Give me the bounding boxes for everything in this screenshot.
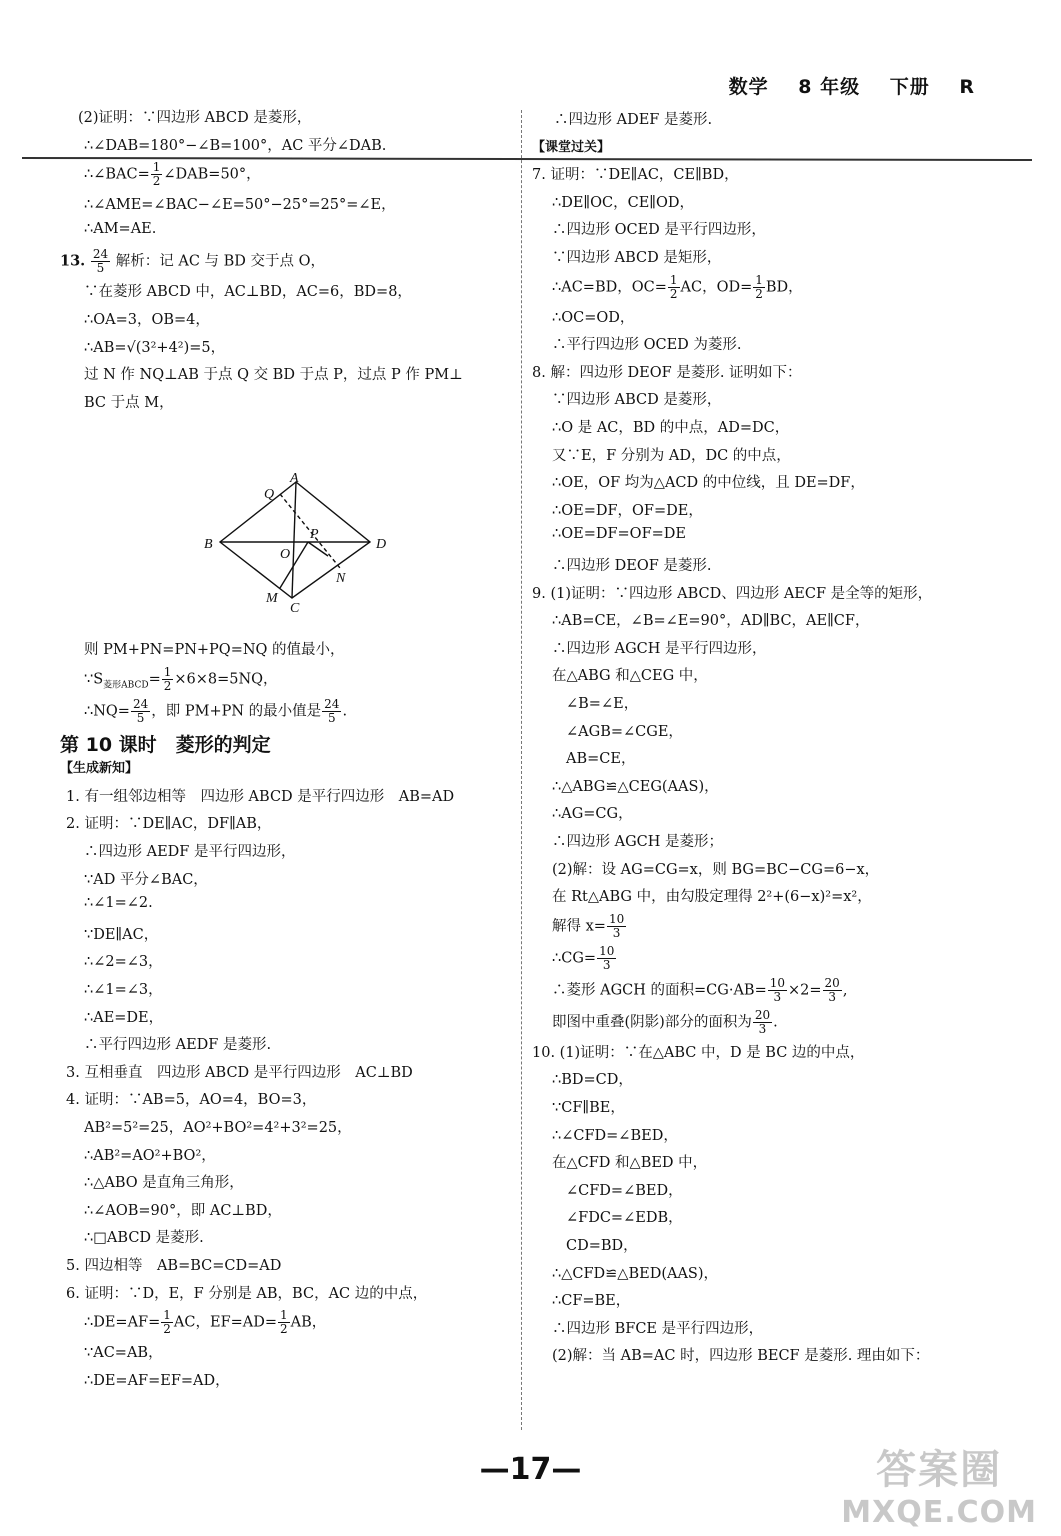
- label-c: C: [290, 601, 300, 616]
- fraction-den: 3: [602, 957, 611, 972]
- text-line: ∴∠CFD=∠BED，: [552, 1127, 678, 1144]
- text-line: 2. 证明：∵DE∥AC，DF∥AB，: [66, 816, 272, 833]
- text-line: (2)证明：∵四边形 ABCD 是菱形，: [78, 110, 312, 126]
- text-line: ∠B=∠E，: [566, 696, 639, 712]
- text-line: ∴四边形 AGCH 是平行四边形，: [552, 640, 767, 657]
- label-m: M: [266, 591, 278, 606]
- header-rule: [22, 157, 1032, 161]
- label-p: P: [310, 527, 319, 542]
- text-line: ∴AM=AE.: [84, 220, 157, 237]
- text-line: ∴OA=3，OB=4，: [84, 312, 210, 328]
- fraction-num: 20: [824, 975, 840, 990]
- fraction: [668, 274, 680, 301]
- watermark-line2: MXQE.COM: [841, 1495, 1037, 1530]
- fraction: [753, 274, 765, 301]
- text-line: ∵四边形 ABCD 是矩形，: [552, 250, 722, 266]
- text-line: ∴AE=DE，: [84, 1009, 164, 1026]
- text-line: ∵四边形 ABCD 是菱形，: [552, 392, 722, 409]
- text-line: ∴CF=BE，: [552, 1293, 631, 1310]
- fraction-num: 24: [132, 696, 149, 711]
- text-line: ∴四边形 BFCE 是平行四边形，: [552, 1320, 764, 1337]
- text-line: ∴OE=DF，OF=DE，: [552, 502, 703, 519]
- fraction-den: 2: [152, 174, 161, 189]
- text-line: [84, 1309, 326, 1336]
- fraction: [91, 248, 110, 275]
- header-grade: 8 年级: [798, 76, 861, 98]
- fraction: [597, 945, 616, 972]
- text-line: ∴△ABO 是直角三角形，: [84, 1175, 244, 1192]
- text-line: (2)解：设 AG=CG=x，则 BG=BC−CG=6−x，: [552, 861, 880, 878]
- fraction-den: 2: [755, 286, 763, 301]
- fraction-num: 10: [608, 911, 625, 926]
- text-span: ∴CG=: [552, 950, 597, 967]
- text-line: (2)解：当 AB=AC 时，四边形 BECF 是菱形. 理由如下：: [552, 1348, 930, 1365]
- column-divider: [521, 110, 522, 1430]
- label-n: N: [336, 571, 346, 586]
- text-line: ∵AC=AB，: [84, 1345, 163, 1362]
- fraction-num: 1: [163, 664, 172, 679]
- fraction-den: 3: [758, 1021, 767, 1036]
- fraction-num: 10: [769, 975, 786, 990]
- fraction: [161, 1309, 173, 1336]
- fraction-den: 5: [96, 261, 105, 276]
- text-line: [552, 945, 617, 972]
- text-line: 3. 互相垂直 四边形 ABCD 是平行四边形 AC⊥BD: [66, 1064, 413, 1081]
- text-line: 过 N 作 NQ⊥AB 于点 Q 交 BD 于点 P，过点 P 作 PM⊥: [84, 367, 463, 384]
- fraction-num: 1: [280, 1308, 288, 1323]
- text-line: ∴□ABCD 是菱形.: [84, 1230, 204, 1247]
- fraction: [278, 1309, 290, 1336]
- text-span: AB，: [290, 1314, 327, 1331]
- section-tag: 【课堂过关】: [532, 139, 611, 155]
- fraction-den: 3: [612, 925, 621, 940]
- text-line: ∴∠1=∠2.: [84, 895, 153, 912]
- rhombus-figure: [190, 470, 410, 620]
- text-line: 在△ABG 和△CEG 中，: [552, 668, 708, 685]
- header-subject: 数学: [728, 76, 769, 98]
- fraction-num: 1: [669, 272, 678, 287]
- text-line: ∴O 是 AC，BD 的中点，AD=DC，: [552, 420, 790, 436]
- question-number: 13.: [60, 252, 86, 270]
- text-line: 7. 证明：∵DE∥AC，CE∥BD，: [532, 167, 739, 184]
- page-header: [707, 72, 975, 99]
- fraction: [823, 977, 842, 1004]
- text-line: ∠FDC=∠EDB，: [566, 1210, 683, 1227]
- text-span: AC，OD=: [680, 279, 753, 296]
- fraction-den: 3: [828, 989, 836, 1004]
- text-span: ∵S: [84, 671, 104, 688]
- text-span: ∠DAB=50°，: [163, 166, 261, 183]
- text-line: ∴DE=AF=EF=AD，: [84, 1372, 230, 1389]
- header-volume: 下册: [889, 76, 930, 98]
- text-span: 即图中重叠(阴影)部分的面积为: [552, 1014, 752, 1031]
- text-span: 解得 x=: [552, 918, 606, 935]
- fraction: [607, 913, 626, 940]
- text-line: ∴平行四边形 AEDF 是菱形.: [84, 1037, 272, 1054]
- text-line: ∴四边形 DEOF 是菱形.: [552, 558, 712, 574]
- fraction: [753, 1009, 772, 1036]
- header-edition: R: [959, 76, 975, 98]
- fraction-den: 3: [773, 989, 782, 1004]
- text-span: ，即 PM+PN 的最小值是: [151, 703, 322, 720]
- text-line: ∴∠DAB=180°−∠B=100°，AC 平分∠DAB.: [84, 137, 387, 154]
- text-line: ∴四边形 AGCH 是菱形；: [552, 834, 724, 850]
- fraction-num: 24: [324, 696, 340, 711]
- text-span: ∴DE=AF=: [84, 1314, 161, 1331]
- fraction-den: 2: [669, 286, 678, 301]
- text-span: ×2=: [788, 982, 822, 999]
- text-line: AB²=5²=25，AO²+BO²=4²+3²=25，: [84, 1120, 352, 1136]
- text-line: ∴四边形 ADEF 是菱形.: [554, 112, 713, 128]
- fraction: [131, 698, 150, 725]
- page-number: —17—: [479, 1452, 582, 1487]
- text-line: ∴∠2=∠3，: [84, 954, 163, 971]
- area-subscript: 菱形ABCD: [103, 679, 149, 690]
- text-line: 在 Rt△ABG 中，由勾股定理得 2²+(6−x)²=x²，: [552, 889, 872, 906]
- text-line: 即图中重叠(阴影)部分的面积为 $\frac{20}{3}$ .: [552, 1007, 778, 1036]
- text-line: 又∵E，F 分别为 AD，DC 的中点，: [552, 447, 791, 464]
- label-o: O: [280, 547, 291, 562]
- q13-line: [60, 248, 325, 275]
- text-line: ∴菱形 AGCH 的面积=CG·AB= $\frac{10}{3}$ ×2= $\frac{20}{3}$ ,: [552, 975, 848, 1004]
- text-span: ∴AC=BD，OC=: [552, 279, 667, 296]
- section-title: 第 10 课时 菱形的判定: [60, 733, 271, 756]
- watermark: [841, 1438, 1037, 1530]
- text-span: BD，: [765, 279, 803, 296]
- text-line: 5. 四边相等 AB=BC=CD=AD: [66, 1258, 282, 1274]
- text-line: ∴四边形 OCED 是平行四边形，: [552, 222, 766, 239]
- text-line: 1. 有一组邻边相等 四边形 ABCD 是平行四边形 AB=AD: [66, 788, 455, 805]
- text-line: ∴DE∥OC，CE∥OD，: [552, 194, 695, 211]
- text-line: ∴OE，OF 均为△ACD 的中位线，且 DE=DF，: [552, 475, 865, 492]
- fraction: [151, 161, 163, 188]
- text-line: [84, 161, 261, 188]
- text-line: ∴△ABG≌△CEG(AAS)，: [552, 778, 719, 795]
- text-span: ×6×8=5NQ，: [174, 671, 278, 688]
- watermark-line1: 答案圈: [876, 1447, 1003, 1493]
- fraction-num: 20: [754, 1007, 771, 1022]
- diagonal-ac: [292, 482, 296, 598]
- fraction: [162, 666, 174, 693]
- text-line: 4. 证明：∵AB=5，AO=4，BO=3，: [66, 1092, 317, 1109]
- text-line: 9. (1)证明：∵四边形 ABCD、四边形 AECF 是全等的矩形，: [532, 585, 933, 602]
- fraction-num: 1: [163, 1308, 171, 1323]
- fraction-den: 2: [280, 1322, 288, 1337]
- label-d: D: [376, 537, 387, 552]
- text-line: ∴AB²=AO²+BO²，: [84, 1147, 216, 1164]
- text-span: 解析：记 AC 与 BD 交于点 O，: [115, 253, 326, 270]
- text-line: 则 PM+PN=PN+PQ=NQ 的值最小，: [84, 642, 345, 658]
- text-line: ∴OC=OD，: [552, 309, 635, 326]
- fraction-num: 24: [92, 247, 109, 262]
- text-span: ∴NQ=: [84, 703, 130, 720]
- text-line: [552, 274, 803, 301]
- text-line: ∴AG=CG，: [552, 806, 633, 823]
- fraction-den: 5: [327, 710, 336, 725]
- text-line: ∠AGB=∠CGE，: [566, 723, 683, 740]
- text-line: ∠CFD=∠BED，: [566, 1182, 683, 1199]
- text-line: ∴OE=DF=OF=DE: [552, 526, 686, 543]
- text-line: 8. 解：四边形 DEOF 是菱形. 证明如下：: [532, 364, 802, 381]
- text-line: ∴平行四边形 OCED 为菱形.: [552, 337, 742, 354]
- label-b: B: [204, 537, 213, 552]
- fraction-den: 2: [163, 1322, 171, 1337]
- text-line: ∴AB=CE，∠B=∠E=90°，AD∥BC，AE∥CF，: [552, 613, 870, 630]
- fraction-den: 2: [163, 678, 172, 693]
- fraction: [322, 698, 341, 725]
- text-line: ∵在菱形 ABCD 中，AC⊥BD，AC=6，BD=8，: [84, 284, 412, 301]
- fraction-den: 5: [136, 710, 145, 725]
- text-span: AC，EF=AD=: [173, 1314, 278, 1331]
- text-line: ∵AD 平分∠BAC，: [84, 871, 208, 888]
- text-line: 10. (1)证明：∵在△ABC 中，D 是 BC 边的中点，: [532, 1044, 865, 1061]
- text-line: ∴∠AOB=90°，即 AC⊥BD，: [84, 1202, 282, 1219]
- text-span: ∴∠BAC=: [84, 166, 150, 183]
- text-line: 6. 证明：∵D，E，F 分别是 AB，BC，AC 边的中点，: [66, 1285, 428, 1302]
- text-line: $\because S_{菱形ABCD}=$ $\frac{1}{2}$ ×6×8=5NQ，: [84, 664, 278, 693]
- label-q: Q: [264, 487, 275, 502]
- text-line: ∴△CFD≌△BED(AAS)，: [552, 1265, 719, 1282]
- text-line: CD=BD，: [566, 1238, 638, 1254]
- text-line: 在△CFD 和△BED 中，: [552, 1155, 708, 1172]
- fraction-num: 10: [599, 943, 615, 958]
- fraction-num: 1: [755, 272, 763, 287]
- text-span: ∴菱形 AGCH 的面积=CG·AB=: [552, 982, 767, 999]
- label-a: A: [290, 471, 299, 486]
- fraction-num: 1: [152, 160, 161, 175]
- text-line: ∴NQ= $\frac{24}{5}$ ，即 PM+PN 的最小值是 $\frac{24}{5}$ .: [84, 696, 348, 725]
- text-line: ∴BD=CD，: [552, 1072, 633, 1089]
- fraction: [768, 977, 787, 1004]
- text-line: ∵CF∥BE，: [552, 1100, 625, 1116]
- text-line: ∴∠1=∠3，: [84, 982, 163, 998]
- text-line: ∴AB=√(3²+4²)=5，: [84, 339, 226, 356]
- text-line: AB=CE，: [566, 751, 636, 768]
- section-tag: 【生成新知】: [60, 761, 139, 777]
- text-line: BC 于点 M，: [84, 394, 174, 411]
- text-line: ∴∠AME=∠BAC−∠E=50°−25°=25°=∠E，: [84, 197, 396, 214]
- text-line: ∵DE∥AC，: [84, 926, 159, 943]
- text-line: ∴四边形 AEDF 是平行四边形，: [84, 844, 296, 860]
- text-line: [552, 913, 627, 940]
